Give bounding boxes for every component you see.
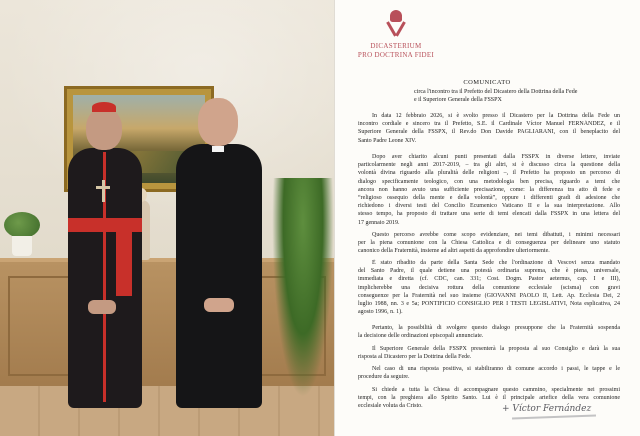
paragraph-line: canonico della Fraternità, insieme ad altri aspetti da approfondire ulteriormente. (358, 248, 550, 255)
subject-line: e il Superiore Generale della FSSPX (414, 96, 502, 103)
paragraph-line: ancora non hanno avuto una sufficiente precisazione, come: la differenza tra atto di fede e (358, 186, 620, 193)
paragraph-line: Nel caso di una risposta positiva, si stabiliranno di comune accordo i passi, le tappe e le (372, 366, 620, 372)
paragraph-line: procedure da seguire. (358, 374, 410, 381)
zucchetto (92, 102, 116, 112)
paragraph-line: stesso tempo, ha proposto di trattare una serie di temi elencati dalla FSSPX in una lettera del (358, 211, 620, 218)
document-subject (414, 89, 614, 104)
paragraph-line: Dopo aver chiarito alcuni punti presentati dalla FSSPX in diverse lettere, inviate (372, 154, 620, 160)
dicastery-letterhead (350, 42, 442, 60)
paragraph-line: Superiore Generale della FSSPX, il Rev.do Don Davide PAGLIARANI, con il beneplacito del (358, 129, 620, 136)
paragraph-line: del Santo Padre, il quale detiene una potestà ordinaria suprema, che è piena, universale, (358, 268, 620, 275)
paragraph (358, 112, 620, 145)
paragraph-line: richiedono i diversi testi del Concilio Ecumenico Vaticano II e la sua interpretazione. Allo (358, 203, 620, 210)
paragraph-line: per la piena comunione con la Chiesa Cattolica e di conseguenza per delineare uno statuto (358, 240, 620, 247)
paragraph (358, 324, 620, 340)
paragraph (358, 365, 620, 381)
dicastery-name: DICASTERIUM (370, 42, 422, 50)
paragraph (358, 153, 620, 227)
subject-line: circa l'incontro tra il Prefetto del Dicastero della Dottrina della Fede (414, 89, 578, 95)
paragraph-line: incontro cordiale e sincero tra il Prefetto, S.E. il Cardinale Víctor Manuel FERNÁNDEZ, e il (358, 121, 620, 128)
paragraph-line: risposta al Dicastero per la Dottrina della Fede. (358, 354, 472, 361)
paragraph-line: agosto 1996, n. 1). (358, 309, 403, 316)
paragraph-line: volontà divina riguardo alla pluralità delle religioni –, il Prefetto ha proposto un percorso di (358, 170, 620, 177)
paragraph-line: Santo Padre Leone XIV. (358, 137, 417, 144)
cardinal-figure (58, 100, 148, 412)
priest-figure (170, 92, 266, 410)
paragraph-line: conseguenze per la Fraternità nel suo insieme (GIOVANNI PAOLO II, Lett. Ap. Ecclesia Dei, 2 (358, 292, 620, 299)
paragraph-line: luglio 1988, nn. 3 e 5a; PONTIFICIO CONSIGLIO PER I TESTI LEGISLATIVI, Nota esplicativa, 24 (358, 300, 620, 307)
paragraph-line: dialogo specificamente teologico, con una metodologia ben precisa, riguardo a temi che (358, 178, 620, 185)
paragraph-line: Pertanto, la possibilità di svolgere questo dialogo presuppone che la Fraternità sospenda (372, 325, 620, 331)
paragraph-line: tempi, con la preghiera allo Spirito Santo. Lui è il principale artefice della vera comunione (358, 395, 620, 402)
paragraph-line: Si chiede a tutta la Chiesa di accompagnare questo cammino, specialmente nei prossimi (372, 387, 620, 393)
paragraph-line: implicherebbe una decisiva rottura della comunione ecclesiale (scisma) con gravi (358, 284, 620, 291)
paragraph (358, 345, 620, 361)
pectoral-cross-icon (96, 180, 110, 202)
paragraph-line: la decisione delle ordinazioni episcopali annunciate. (358, 333, 484, 340)
paragraph (358, 231, 620, 256)
prefect-signature: + Víctor Fernández (502, 404, 592, 414)
paragraph (358, 259, 620, 316)
paragraph-line: ecclesiale voluta da Cristo. (358, 403, 423, 410)
papal-emblem-icon (384, 10, 408, 38)
document-title: COMUNICATO (463, 79, 511, 86)
paragraph-line: È stato ribadito da parte della Santa Sede che l'ordinazione di Vescovi senza mandato (372, 260, 620, 266)
paragraph-line: particolarmente negli anni 2017-2019, – tra gli altri, si è discusso circa la questione della (358, 162, 620, 169)
paragraph-line: Questo percorso avrebbe come scopo evidenziare, nei temi dibattuti, i minimi necessari (372, 232, 620, 238)
dicastery-subtitle: PRO DOCTRINA FIDEI (357, 51, 435, 59)
paragraph-line: 17 gennaio 2019. (358, 219, 400, 226)
paragraph-line: “religioso ossequio della mente e della volontà”, oppure i differenti gradi di adesione che (358, 194, 620, 201)
paragraph-line: immediata e diretta (cf. CDC, can. 331; Cost. Dogm. Pastor aeternus, cap. I e III), (358, 276, 620, 283)
paragraph-line: Il Superiore Generale della FSSPX presenterà la proposta al suo Consiglio e darà la sua (372, 346, 620, 352)
clerical-collar (212, 146, 224, 152)
potted-plant-left (4, 212, 40, 258)
potted-plant-right (272, 178, 334, 398)
paragraph-line: In data 12 febbraio 2026, si è svolto presso il Dicastero per la Dottrina della Fede un (372, 113, 620, 119)
